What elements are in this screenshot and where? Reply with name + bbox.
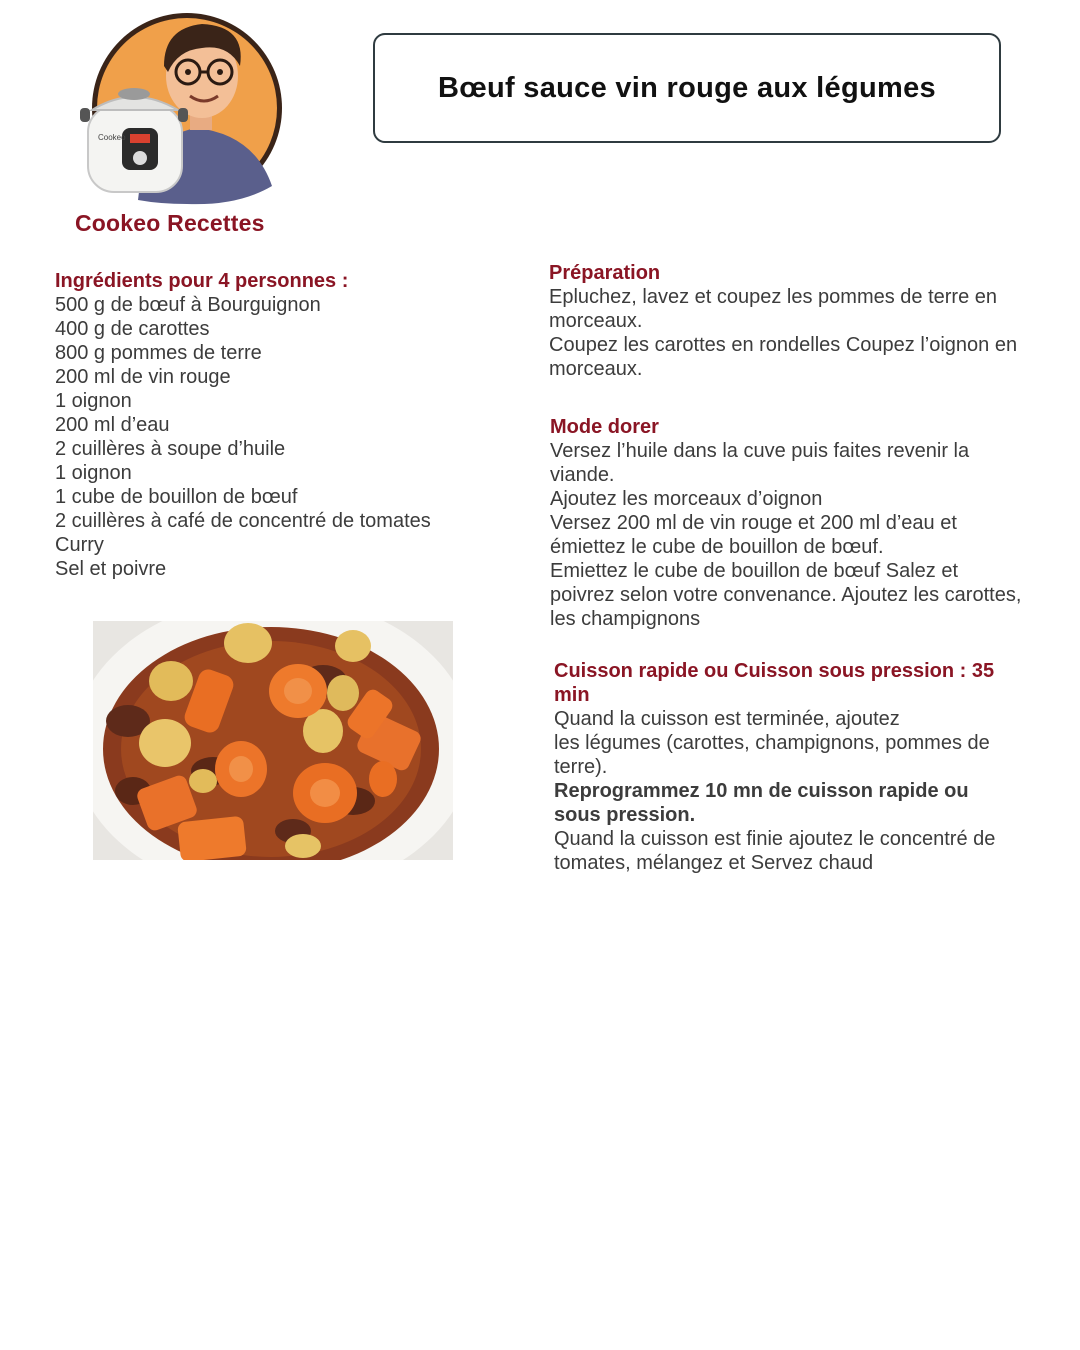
ingredient-item: 1 cube de bouillon de bœuf	[55, 486, 298, 508]
recipe-title: Bœuf sauce vin rouge aux légumes	[438, 71, 936, 104]
cuisson-line: terre).	[554, 756, 608, 778]
cuisson-line: Quand la cuisson est terminée, ajoutez	[554, 708, 900, 730]
device-label: Cookeo	[98, 133, 126, 142]
cuisson-line: tomates, mélangez et Servez chaud	[554, 852, 874, 874]
ingredient-item: 2 cuillères à café de concentré de tomates	[55, 510, 431, 532]
preparation-line: morceaux.	[549, 358, 643, 380]
ingredients-heading: Ingrédients pour 4 personnes :	[55, 270, 349, 292]
mode-dorer-line: Ajoutez les morceaux d’oignon	[550, 488, 823, 510]
cuisson-heading: min	[554, 684, 590, 706]
ingredient-item: 800 g pommes de terre	[55, 342, 262, 364]
chef-with-cookeo-illustration	[78, 10, 292, 206]
cuisson-line: les légumes (carottes, champignons, pommes de	[554, 732, 990, 754]
cuisson-bold-line: Reprogrammez 10 mn de cuisson rapide ou	[554, 780, 969, 802]
ingredient-item: Curry	[55, 534, 104, 556]
mode-dorer-line: Versez 200 ml de vin rouge et 200 ml d’eau et	[550, 512, 957, 534]
preparation-heading: Préparation	[549, 262, 661, 284]
preparation-section	[549, 261, 1064, 381]
cuisson-section	[554, 659, 1059, 875]
mode-dorer-line: poivrez selon votre convenance. Ajoutez les carottes,	[550, 584, 1022, 606]
title-box	[373, 33, 1001, 143]
ingredient-item: 500 g de bœuf à Bourguignon	[55, 294, 321, 316]
ingredient-item: 1 oignon	[55, 390, 132, 412]
ingredient-item: 2 cuillères à soupe d’huile	[55, 438, 286, 460]
dish-photo	[93, 621, 453, 860]
mode-dorer-section	[550, 415, 1065, 631]
mode-dorer-line: Versez l’huile dans la cuve puis faites revenir la	[550, 440, 970, 462]
mode-dorer-line: émiettez le cube de bouillon de bœuf.	[550, 536, 884, 558]
ingredient-item: 400 g de carottes	[55, 318, 210, 340]
mode-dorer-line: Emiettez le cube de bouillon de bœuf Salez et	[550, 560, 959, 582]
ingredient-item: 1 oignon	[55, 462, 132, 484]
ingredient-item: 200 ml de vin rouge	[55, 366, 231, 388]
ingredients-section	[55, 269, 525, 581]
brand-name: Cookeo Recettes	[75, 210, 265, 236]
ingredient-item: Sel et poivre	[55, 558, 167, 580]
preparation-line: morceaux.	[549, 310, 643, 332]
cuisson-line: Quand la cuisson est finie ajoutez le concentré de	[554, 828, 996, 850]
mode-dorer-heading: Mode dorer	[550, 416, 659, 438]
cuisson-bold-line: sous pression.	[554, 804, 696, 826]
cuisson-heading: Cuisson rapide ou Cuisson sous pression : 35	[554, 660, 995, 682]
mode-dorer-line: les champignons	[550, 608, 701, 630]
ingredient-item: 200 ml d’eau	[55, 414, 170, 436]
mode-dorer-line: viande.	[550, 464, 615, 486]
preparation-line: Coupez les carottes en rondelles Coupez l’oignon en	[549, 334, 1018, 356]
brand-logo	[78, 10, 292, 206]
preparation-line: Epluchez, lavez et coupez les pommes de terre en	[549, 286, 998, 308]
beef-stew-image	[93, 621, 453, 860]
